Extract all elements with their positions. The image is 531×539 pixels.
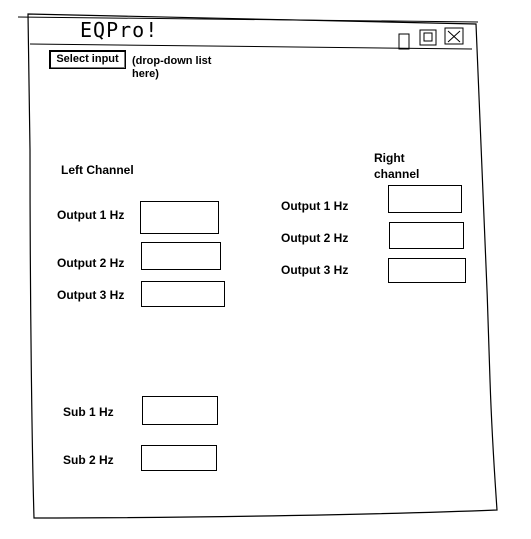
maximize-icon[interactable] xyxy=(419,29,437,46)
right-output-2-label: Output 2 Hz xyxy=(281,231,349,245)
sub-1-label: Sub 1 Hz xyxy=(63,405,114,419)
minimize-icon[interactable] xyxy=(398,33,410,50)
dropdown-note: (drop-down list here) xyxy=(132,55,212,80)
left-output-1-label: Output 1 Hz xyxy=(57,208,125,222)
right-output-3-label: Output 3 Hz xyxy=(281,263,349,277)
sub-2-label: Sub 2 Hz xyxy=(63,453,114,467)
sub-2-field[interactable] xyxy=(141,445,217,471)
right-output-1-field[interactable] xyxy=(388,185,462,213)
left-output-2-label: Output 2 Hz xyxy=(57,256,125,270)
right-channel-heading: Right channel xyxy=(374,151,420,181)
left-channel-heading: Left Channel xyxy=(61,163,134,177)
left-output-3-label: Output 3 Hz xyxy=(57,288,125,302)
sub-1-field[interactable] xyxy=(142,396,218,425)
left-output-3-field[interactable] xyxy=(141,281,225,307)
window-title: EQPro! xyxy=(80,18,159,42)
left-output-1-field[interactable] xyxy=(140,201,219,234)
right-output-1-label: Output 1 Hz xyxy=(281,199,349,213)
right-output-2-field[interactable] xyxy=(389,222,464,249)
right-output-3-field[interactable] xyxy=(388,258,466,283)
left-output-2-field[interactable] xyxy=(141,242,221,270)
close-icon[interactable] xyxy=(444,27,464,45)
select-input-button[interactable]: Select input xyxy=(49,50,126,69)
